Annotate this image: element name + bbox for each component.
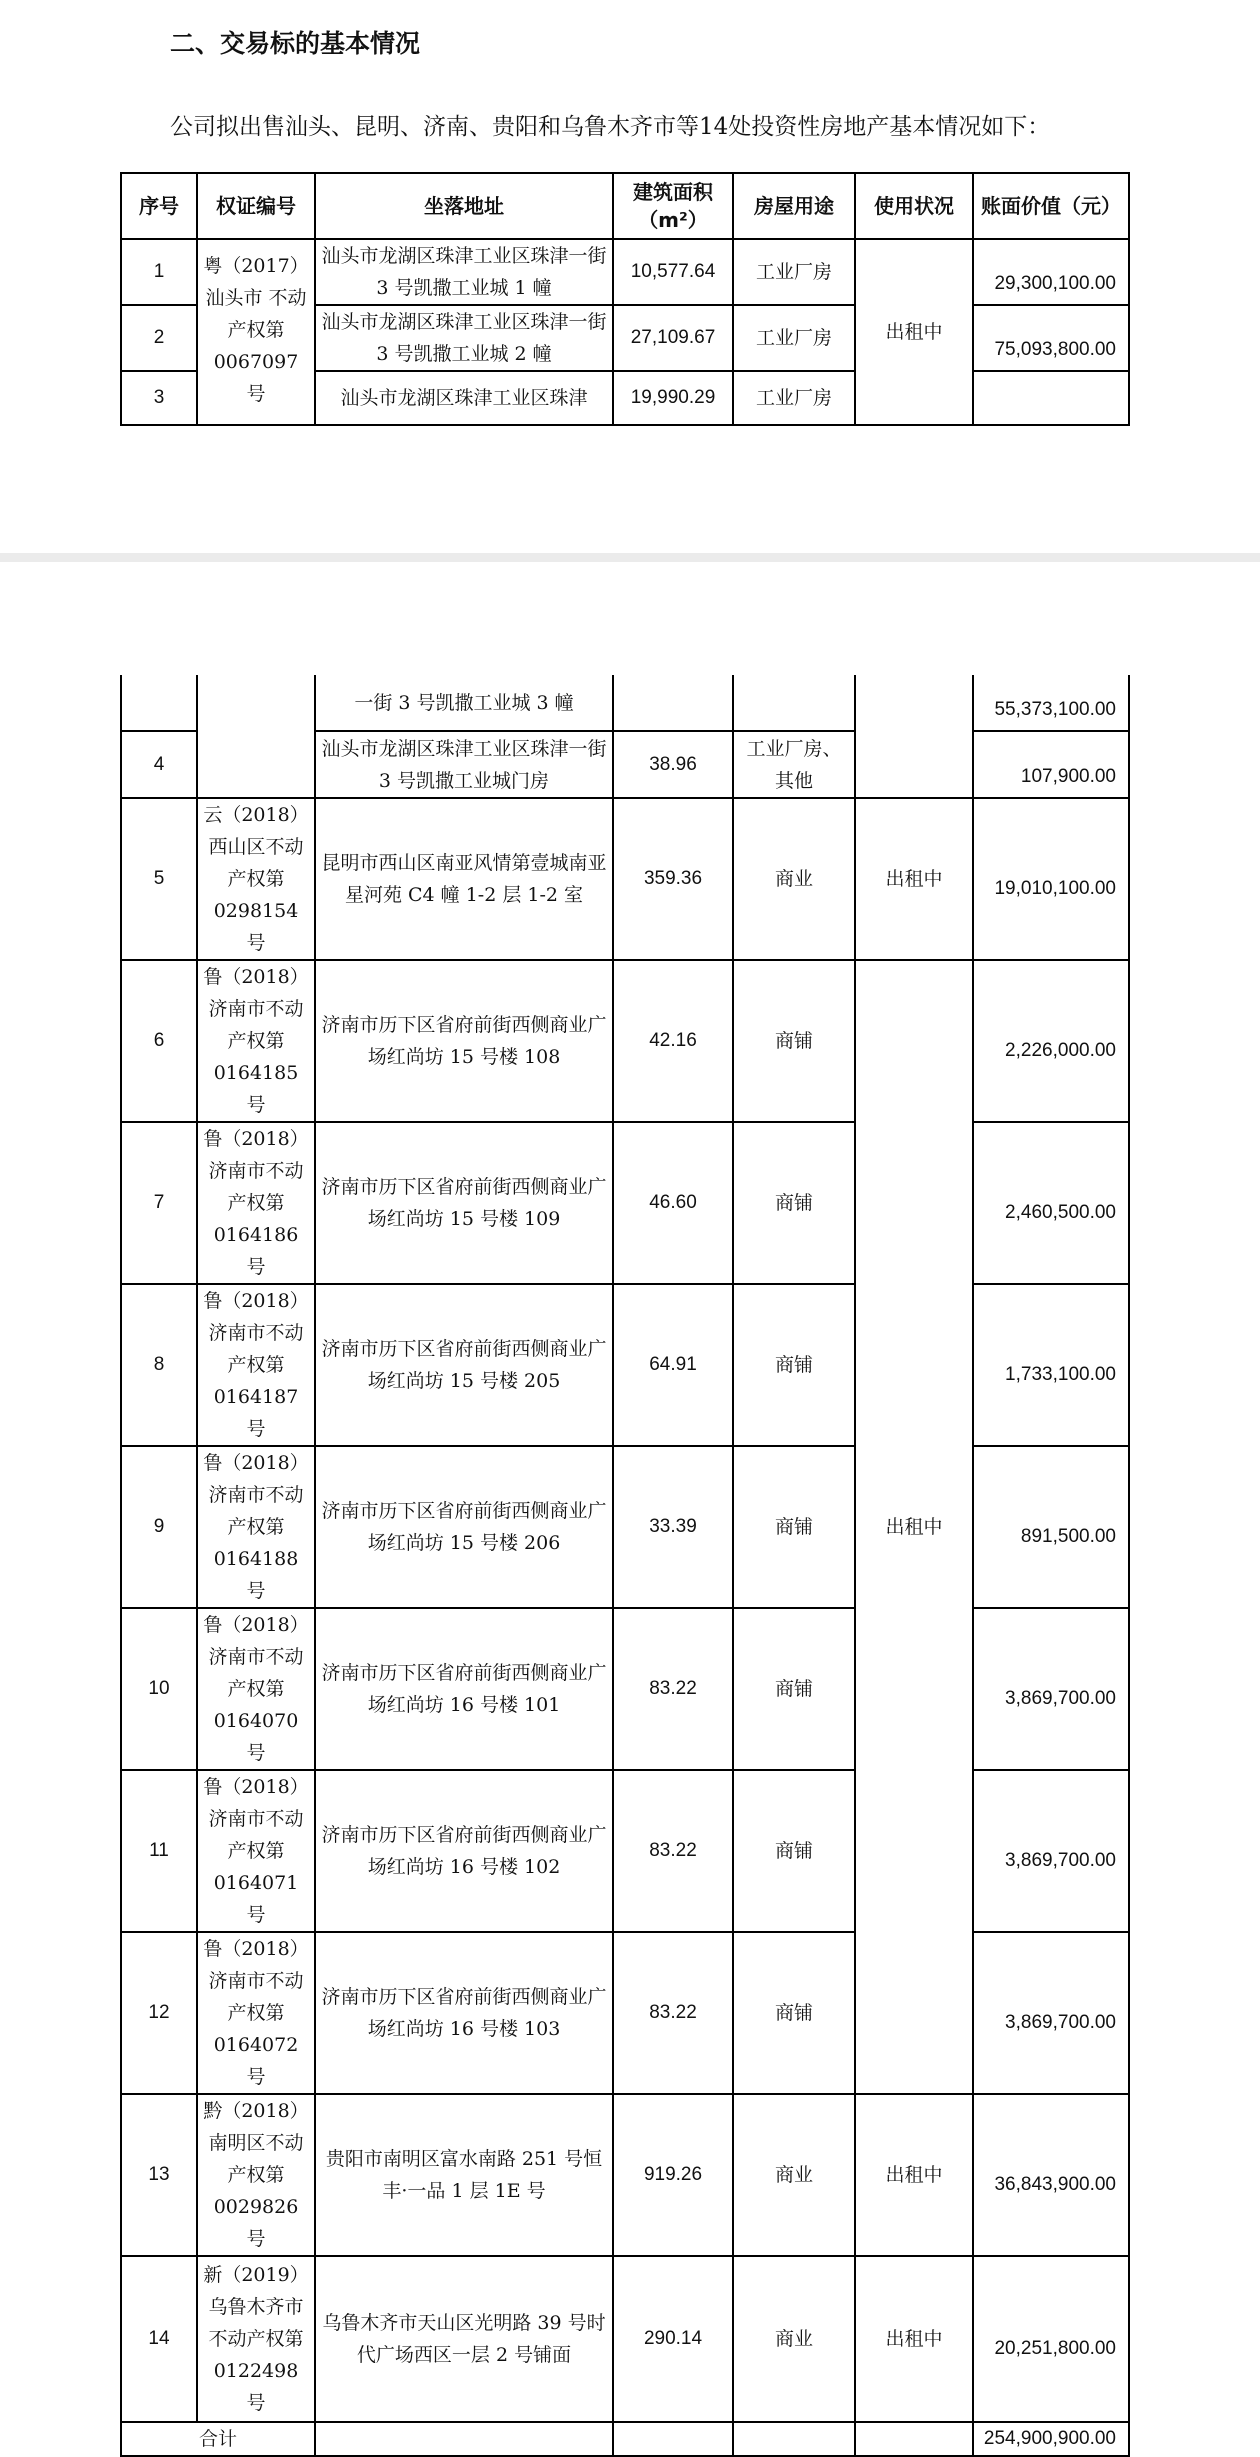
section-title: 二、交易标的基本情况 — [170, 29, 421, 58]
address: 汕头市龙湖区珠津工业区珠津一街 3 号凯撒工业城 2 幢 — [315, 305, 613, 371]
table-row — [121, 675, 1129, 731]
address: 一街 3 号凯撒工业城 3 幢 — [315, 675, 613, 731]
header-area: 建筑面积（m²） — [613, 173, 733, 239]
cert-number: 粤（2017）汕头市 不动产权第 0067097 号 — [197, 239, 315, 425]
row-no: 14 — [121, 2256, 197, 2422]
property-table-page1 — [120, 172, 1130, 426]
header-no: 序号 — [121, 173, 197, 239]
table-row — [121, 960, 1129, 1122]
total-use — [733, 2422, 855, 2456]
page-break — [0, 553, 1260, 562]
cert-number: 云（2018）西山区不动产权第 0298154 号 — [197, 798, 315, 960]
table-row — [121, 1770, 1129, 1932]
row-no: 11 — [121, 1770, 197, 1932]
status: 出租中 — [855, 239, 973, 425]
total-addr — [315, 2422, 613, 2456]
address: 汕头市龙湖区珠津工业区珠津一街 3 号凯撒工业城 1 幢 — [315, 239, 613, 305]
book-value: 891,500.00 — [973, 1446, 1129, 1608]
status: 出租中 — [855, 2256, 973, 2422]
row-no: 3 — [121, 371, 197, 425]
usage: 商铺 — [733, 1932, 855, 2094]
row-no: 6 — [121, 960, 197, 1122]
status: 出租中 — [855, 2094, 973, 2256]
cert-number: 鲁（2018）济南市不动产权第 0164186 号 — [197, 1122, 315, 1284]
usage: 工业厂房 — [733, 371, 855, 425]
area: 83.22 — [613, 1932, 733, 2094]
usage: 商铺 — [733, 1446, 855, 1608]
area — [613, 675, 733, 731]
address: 乌鲁木齐市天山区光明路 39 号时代广场西区一层 2 号铺面 — [315, 2256, 613, 2422]
row-no: 2 — [121, 305, 197, 371]
row-no: 8 — [121, 1284, 197, 1446]
cert-number: 鲁（2018）济南市不动产权第 0164185 号 — [197, 960, 315, 1122]
usage: 商铺 — [733, 1284, 855, 1446]
usage: 商铺 — [733, 960, 855, 1122]
cert-number: 鲁（2018）济南市不动产权第 0164187 号 — [197, 1284, 315, 1446]
cert-number: 鲁（2018）济南市不动产权第 0164188 号 — [197, 1446, 315, 1608]
usage: 商铺 — [733, 1770, 855, 1932]
table-row — [121, 2256, 1129, 2422]
address: 昆明市西山区南亚风情第壹城南亚星河苑 C4 幢 1-2 层 1-2 室 — [315, 798, 613, 960]
area: 64.91 — [613, 1284, 733, 1446]
area: 359.36 — [613, 798, 733, 960]
header-cert: 权证编号 — [197, 173, 315, 239]
area: 290.14 — [613, 2256, 733, 2422]
book-value: 55,373,100.00 — [973, 675, 1129, 731]
book-value: 1,733,100.00 — [973, 1284, 1129, 1446]
area: 19,990.29 — [613, 371, 733, 425]
status — [855, 675, 973, 798]
book-value: 2,460,500.00 — [973, 1122, 1129, 1284]
usage — [733, 675, 855, 731]
total-label: 合计 — [121, 2422, 315, 2456]
area: 27,109.67 — [613, 305, 733, 371]
book-value: 36,843,900.00 — [973, 2094, 1129, 2256]
address: 济南市历下区省府前街西侧商业广场红尚坊 15 号楼 206 — [315, 1446, 613, 1608]
status: 出租中 — [855, 798, 973, 960]
usage: 商业 — [733, 2256, 855, 2422]
address: 济南市历下区省府前街西侧商业广场红尚坊 16 号楼 103 — [315, 1932, 613, 2094]
table-row — [121, 1284, 1129, 1446]
book-value: 3,869,700.00 — [973, 1932, 1129, 2094]
table-row — [121, 1932, 1129, 2094]
table-row — [121, 1122, 1129, 1284]
book-value: 20,251,800.00 — [973, 2256, 1129, 2422]
book-value: 75,093,800.00 — [973, 305, 1129, 371]
area: 38.96 — [613, 731, 733, 798]
area: 46.60 — [613, 1122, 733, 1284]
book-value: 107,900.00 — [973, 731, 1129, 798]
row-no: 10 — [121, 1608, 197, 1770]
cert-number: 新（2019）乌鲁木齐市不动产权第 0122498 号 — [197, 2256, 315, 2422]
address: 济南市历下区省府前街西侧商业广场红尚坊 15 号楼 205 — [315, 1284, 613, 1446]
row-no: 13 — [121, 2094, 197, 2256]
usage: 商业 — [733, 798, 855, 960]
area: 10,577.64 — [613, 239, 733, 305]
table-row — [121, 239, 1129, 305]
row-no: 5 — [121, 798, 197, 960]
address: 汕头市龙湖区珠津工业区珠津一街 3 号凯撒工业城门房 — [315, 731, 613, 798]
book-value: 3,869,700.00 — [973, 1770, 1129, 1932]
usage: 工业厂房 — [733, 239, 855, 305]
table-row — [121, 798, 1129, 960]
total-area — [613, 2422, 733, 2456]
row-no: 12 — [121, 1932, 197, 2094]
book-value — [973, 371, 1129, 425]
header-addr: 坐落地址 — [315, 173, 613, 239]
table-row — [121, 1446, 1129, 1608]
row-no: 7 — [121, 1122, 197, 1284]
usage: 工业厂房 — [733, 305, 855, 371]
usage: 商铺 — [733, 1608, 855, 1770]
area: 83.22 — [613, 1608, 733, 1770]
cert-number: 鲁（2018）济南市不动产权第 0164072 号 — [197, 1932, 315, 2094]
row-no: 4 — [121, 731, 197, 798]
header-value: 账面价值（元） — [973, 173, 1129, 239]
address: 济南市历下区省府前街西侧商业广场红尚坊 16 号楼 101 — [315, 1608, 613, 1770]
total-value: 254,900,900.00 — [973, 2422, 1129, 2456]
book-value: 3,869,700.00 — [973, 1608, 1129, 1770]
address: 贵阳市南明区富水南路 251 号恒丰·一品 1 层 1E 号 — [315, 2094, 613, 2256]
usage: 商铺 — [733, 1122, 855, 1284]
cert-number: 黔（2018）南明区不动产权第 0029826 号 — [197, 2094, 315, 2256]
usage: 工业厂房、其他 — [733, 731, 855, 798]
table-row — [121, 1608, 1129, 1770]
area: 33.39 — [613, 1446, 733, 1608]
property-table-page2 — [120, 675, 1130, 2457]
cert-number — [197, 675, 315, 798]
header-use: 房屋用途 — [733, 173, 855, 239]
row-no: 1 — [121, 239, 197, 305]
row-no — [121, 675, 197, 731]
intro-paragraph: 公司拟出售汕头、昆明、济南、贵阳和乌鲁木齐市等14处投资性房地产基本情况如下： — [170, 114, 1051, 140]
header-status: 使用状况 — [855, 173, 973, 239]
cert-number: 鲁（2018）济南市不动产权第 0164071 号 — [197, 1770, 315, 1932]
book-value: 19,010,100.00 — [973, 798, 1129, 960]
status: 出租中 — [855, 960, 973, 2094]
area: 919.26 — [613, 2094, 733, 2256]
book-value: 29,300,100.00 — [973, 239, 1129, 305]
address: 济南市历下区省府前街西侧商业广场红尚坊 15 号楼 108 — [315, 960, 613, 1122]
area: 42.16 — [613, 960, 733, 1122]
area: 83.22 — [613, 1770, 733, 1932]
address: 济南市历下区省府前街西侧商业广场红尚坊 15 号楼 109 — [315, 1122, 613, 1284]
address: 汕头市龙湖区珠津工业区珠津 — [315, 371, 613, 425]
table-row — [121, 2094, 1129, 2256]
total-status — [855, 2422, 973, 2456]
cert-number: 鲁（2018）济南市不动产权第 0164070 号 — [197, 1608, 315, 1770]
total-row — [121, 2422, 1129, 2456]
usage: 商业 — [733, 2094, 855, 2256]
book-value: 2,226,000.00 — [973, 960, 1129, 1122]
address: 济南市历下区省府前街西侧商业广场红尚坊 16 号楼 102 — [315, 1770, 613, 1932]
row-no: 9 — [121, 1446, 197, 1608]
